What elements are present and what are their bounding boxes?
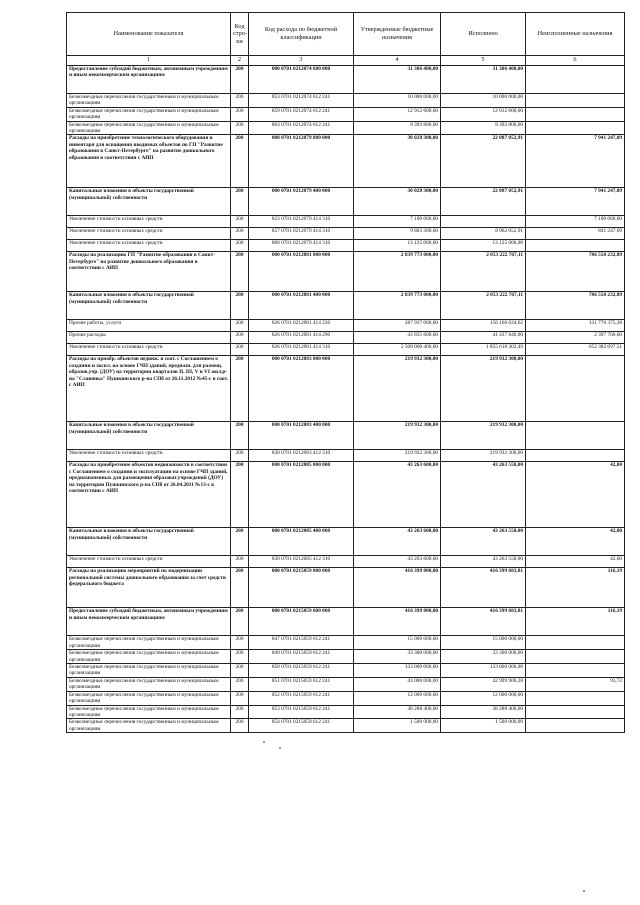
row-unexecuted <box>526 422 625 450</box>
row-approved: 43 263 600,00 <box>354 556 441 568</box>
row-budget-code: 857 0701 0212079 414 310 <box>249 228 354 240</box>
column-number: 4 <box>354 56 441 66</box>
row-approved: 287 937 000,00 <box>354 320 441 332</box>
row-name: Безвозмездные перечисления государственным и муниципальным организациям <box>67 94 231 108</box>
scan-speck <box>279 747 281 749</box>
row-name: Увеличение стоимости основных средств <box>67 216 231 228</box>
table-row <box>67 121 625 135</box>
row-line-code: 200 <box>231 121 249 135</box>
row-line-code: 200 <box>231 568 249 608</box>
table-row <box>67 292 625 320</box>
row-approved: 10 000 000,00 <box>354 94 441 108</box>
row-unexecuted <box>526 705 625 719</box>
row-unexecuted: 7 100 000,00 <box>526 216 625 228</box>
row-approved: 38 288 400,00 <box>354 705 441 719</box>
table-row <box>67 356 625 422</box>
row-name: Увеличение стоимости основных средств <box>67 450 231 462</box>
row-approved: 1 500 000,00 <box>354 719 441 733</box>
row-unexecuted: 42,00 <box>526 528 625 556</box>
row-name: Расходы на реализацию ГП "Развитие образования в Санкт-Петербурге" на развитие дошкольного образования в соответствии с АИП <box>67 252 231 292</box>
row-unexecuted <box>526 240 625 252</box>
row-name: Увеличение стоимости основных средств <box>67 344 231 356</box>
table-row <box>67 240 625 252</box>
row-budget-code: 863 0701 0212074 612 241 <box>249 121 354 135</box>
row-unexecuted: 786 550 232,89 <box>526 252 625 292</box>
row-name: Увеличение стоимости основных средств <box>67 556 231 568</box>
row-name: Предоставление субсидий бюджетным, автономным учреждениям и иным некоммерческим организациям <box>67 608 231 636</box>
row-approved: 2 508 000 400,00 <box>354 344 441 356</box>
row-budget-code: 826 0701 0212081 414 310 <box>249 344 354 356</box>
row-executed: 22 087 052,91 <box>441 135 526 188</box>
table-row <box>67 608 625 636</box>
table-row <box>67 556 625 568</box>
table-row <box>67 216 625 228</box>
row-budget-code: 859 0701 0212074 612 241 <box>249 107 354 121</box>
budget-table <box>66 12 625 733</box>
table-row <box>67 528 625 556</box>
row-budget-code: 000 0701 0212085 000 000 <box>249 462 354 528</box>
table-row <box>67 332 625 344</box>
row-budget-code: 000 0701 0212083 000 000 <box>249 356 354 422</box>
row-budget-code: 852 0701 0215059 612 241 <box>249 691 354 705</box>
header-executed: Исполнено <box>441 13 526 56</box>
row-approved: 33 300 000,00 <box>354 650 441 664</box>
row-budget-code: 849 0701 0215059 612 241 <box>249 650 354 664</box>
row-line-code: 200 <box>231 66 249 94</box>
row-executed: 12 000 000,00 <box>441 691 526 705</box>
row-approved: 133 000 000,00 <box>354 664 441 678</box>
row-executed: 15 000 000,00 <box>441 636 526 650</box>
row-executed: 43 263 558,00 <box>441 462 526 528</box>
row-unexecuted: 2 397 760,00 <box>526 332 625 344</box>
table-row <box>67 677 625 691</box>
row-executed: 8 962 052,91 <box>441 228 526 240</box>
row-line-code: 200 <box>231 332 249 344</box>
row-unexecuted <box>526 691 625 705</box>
row-line-code: 200 <box>231 228 249 240</box>
row-executed: 156 166 624,62 <box>441 320 526 332</box>
row-budget-code: 000 0701 0215059 600 000 <box>249 608 354 636</box>
table-row <box>67 705 625 719</box>
row-line-code: 200 <box>231 344 249 356</box>
table-row <box>67 462 625 528</box>
table-row <box>67 664 625 678</box>
row-approved: 7 100 000,00 <box>354 216 441 228</box>
row-approved: 219 932 300,00 <box>354 450 441 462</box>
row-unexecuted: 786 550 232,89 <box>526 292 625 320</box>
row-approved: 30 028 300,00 <box>354 135 441 188</box>
row-line-code: 200 <box>231 188 249 216</box>
header-budget-code: Код расхода по бюджетной классификации <box>249 13 354 56</box>
row-line-code: 200 <box>231 292 249 320</box>
row-line-code: 200 <box>231 320 249 332</box>
table-row <box>67 450 625 462</box>
row-line-code: 200 <box>231 636 249 650</box>
column-number-row <box>67 56 625 66</box>
row-budget-code: 847 0701 0215059 612 241 <box>249 636 354 650</box>
row-approved: 416 399 800,00 <box>354 568 441 608</box>
row-executed: 219 932 300,00 <box>441 356 526 422</box>
row-approved: 15 000 000,00 <box>354 636 441 650</box>
row-executed: 219 932 300,00 <box>441 450 526 462</box>
row-name: Капитальные вложения в объекты государственной (муниципальной) собственности <box>67 422 231 450</box>
table-row <box>67 252 625 292</box>
row-approved: 43 835 600,00 <box>354 332 441 344</box>
row-approved: 43 263 600,00 <box>354 462 441 528</box>
header-line-code: Код стро-ки <box>231 13 249 56</box>
row-approved: 43 263 600,00 <box>354 528 441 556</box>
table-row <box>67 320 625 332</box>
row-name: Капитальные вложения в объекты государственной (муниципальной) собственности <box>67 188 231 216</box>
table-row <box>67 94 625 108</box>
row-line-code: 200 <box>231 462 249 528</box>
row-name: Безвозмездные перечисления государственным и муниципальным организациям <box>67 636 231 650</box>
table-row <box>67 650 625 664</box>
row-line-code: 200 <box>231 664 249 678</box>
row-unexecuted <box>526 121 625 135</box>
row-budget-code: 851 0701 0215059 612 241 <box>249 677 354 691</box>
row-line-code: 200 <box>231 216 249 228</box>
table-row <box>67 66 625 94</box>
row-name: Капитальные вложения в объекты государственной (муниципальной) собственности <box>67 528 231 556</box>
row-budget-code: 830 0701 0212085 412 310 <box>249 556 354 568</box>
row-executed: 13 125 000,00 <box>441 240 526 252</box>
row-approved: 219 932 300,00 <box>354 422 441 450</box>
row-executed <box>441 216 526 228</box>
table-row <box>67 228 625 240</box>
row-unexecuted: 7 941 247,09 <box>526 135 625 188</box>
row-approved: 13 125 000,00 <box>354 240 441 252</box>
row-name: Безвозмездные перечисления государственным и муниципальным организациям <box>67 121 231 135</box>
row-line-code: 200 <box>231 94 249 108</box>
scan-speck <box>583 890 585 892</box>
row-executed: 38 288 400,00 <box>441 705 526 719</box>
row-budget-code: 850 0701 0215059 612 241 <box>249 664 354 678</box>
header-unexecuted: Неисполненные назначения <box>526 13 625 56</box>
row-budget-code: 000 0701 0212081 000 000 <box>249 252 354 292</box>
row-line-code: 200 <box>231 135 249 188</box>
table-row <box>67 188 625 216</box>
row-unexecuted: 116,19 <box>526 608 625 636</box>
row-name: Расходы на приобретение технологического оборудования и инвентаря для оснащения вводимых объектов по ГП "Развитие образования в Санкт-Петербурге" на развитие дошкольного образования в соответствии с АИП <box>67 135 231 188</box>
row-name: Прочие работы, услуги <box>67 320 231 332</box>
budget-report-sheet <box>66 12 624 733</box>
row-executed: 22 087 052,91 <box>441 188 526 216</box>
row-executed: 416 399 683,81 <box>441 608 526 636</box>
row-budget-code: 853 0701 0215059 612 241 <box>249 705 354 719</box>
row-name: Безвозмездные перечисления государственным и муниципальным организациям <box>67 650 231 664</box>
row-line-code: 200 <box>231 719 249 733</box>
row-line-code: 200 <box>231 528 249 556</box>
row-name: Увеличение стоимости основных средств <box>67 228 231 240</box>
table-row <box>67 344 625 356</box>
row-name: Безвозмездные перечисления государственным и муниципальным организациям <box>67 107 231 121</box>
row-executed: 41 437 840,00 <box>441 332 526 344</box>
row-line-code: 200 <box>231 705 249 719</box>
row-budget-code: 000 0701 0212079 400 000 <box>249 188 354 216</box>
row-name: Безвозмездные перечисления государственным и муниципальным организациям <box>67 664 231 678</box>
row-budget-code: 826 0701 0212081 414 226 <box>249 320 354 332</box>
row-name: Прочие расходы <box>67 332 231 344</box>
row-unexecuted: 841 247,09 <box>526 228 625 240</box>
row-budget-code: 000 0701 0212079 000 000 <box>249 135 354 188</box>
header-name: Наименование показателя <box>67 13 231 56</box>
row-line-code: 200 <box>231 107 249 121</box>
row-budget-code: 000 0701 0212085 400 000 <box>249 528 354 556</box>
row-unexecuted <box>526 94 625 108</box>
row-unexecuted: 42,00 <box>526 462 625 528</box>
header-approved: Утвержденные бюджетные назначения <box>354 13 441 56</box>
row-unexecuted: 42,00 <box>526 556 625 568</box>
row-name: Капитальные вложения в объекты государственной (муниципальной) собственности <box>67 292 231 320</box>
column-number: 5 <box>441 56 526 66</box>
row-unexecuted: 116,19 <box>526 568 625 608</box>
row-name: Увеличение стоимости основных средств <box>67 240 231 252</box>
row-unexecuted <box>526 719 625 733</box>
row-approved: 31 306 400,00 <box>354 66 441 94</box>
row-executed: 31 306 400,00 <box>441 66 526 94</box>
row-name: Расходы на приобр. объектов недвиж. в соот. с Соглашением о создании и экспл. на основе ГЧП зданий, предназн. для размещ. образов.учр. (ДОУ) на территории кварталов II, III, V и VI жил.р-на "Славянка" Пушкинского р-на СПб от 26.11.2012 №45-с в соот. с АИП <box>67 356 231 422</box>
table-header-row <box>67 13 625 56</box>
column-number: 3 <box>249 56 354 66</box>
row-line-code: 200 <box>231 356 249 422</box>
row-unexecuted: 131 770 375,38 <box>526 320 625 332</box>
row-unexecuted <box>526 664 625 678</box>
row-executed: 2 053 222 767,11 <box>441 292 526 320</box>
row-line-code: 200 <box>231 556 249 568</box>
row-line-code: 200 <box>231 677 249 691</box>
row-executed: 43 263 558,00 <box>441 556 526 568</box>
row-approved: 43 000 000,00 <box>354 677 441 691</box>
row-name: Безвозмездные перечисления государственным и муниципальным организациям <box>67 691 231 705</box>
row-budget-code: 860 0701 0212079 414 310 <box>249 240 354 252</box>
table-row <box>67 568 625 608</box>
column-number: 1 <box>67 56 231 66</box>
row-name: Расходы на приобретение объектов недвижимости в соответствии с Соглашением о создании и эксплуатации на основе ГЧП зданий, предназначенных для размещения образоват.учреждений (ДОУ) на территории Пушкинского р-на СПб от 26.04.2011 №13-с в соответствии с АИП <box>67 462 231 528</box>
row-unexecuted <box>526 107 625 121</box>
row-budget-code: 000 0701 0212081 400 000 <box>249 292 354 320</box>
row-approved: 416 399 800,00 <box>354 608 441 636</box>
row-executed: 1 855 618 302,49 <box>441 344 526 356</box>
row-unexecuted: 652 382 097,51 <box>526 344 625 356</box>
row-approved: 2 839 773 000,00 <box>354 252 441 292</box>
row-executed: 8 393 800,00 <box>441 121 526 135</box>
row-budget-code: 853 0701 0212074 612 241 <box>249 94 354 108</box>
column-number: 6 <box>526 56 625 66</box>
table-row <box>67 107 625 121</box>
row-budget-code: 000 0701 0212074 600 000 <box>249 66 354 94</box>
row-executed: 2 053 222 767,11 <box>441 252 526 292</box>
row-line-code: 200 <box>231 240 249 252</box>
row-unexecuted: 7 941 247,09 <box>526 188 625 216</box>
table-row <box>67 422 625 450</box>
row-line-code: 200 <box>231 252 249 292</box>
row-executed: 43 263 558,00 <box>441 528 526 556</box>
row-budget-code: 000 0701 0215059 000 000 <box>249 568 354 608</box>
row-approved: 9 803 300,00 <box>354 228 441 240</box>
row-executed: 133 000 000,00 <box>441 664 526 678</box>
row-budget-code: 830 0701 0212083 412 310 <box>249 450 354 462</box>
table-row <box>67 135 625 188</box>
row-budget-code: 000 0701 0212083 400 000 <box>249 422 354 450</box>
row-unexecuted <box>526 66 625 94</box>
row-executed: 42 999 906,28 <box>441 677 526 691</box>
row-budget-code: 823 0701 0212079 414 310 <box>249 216 354 228</box>
row-approved: 12 000 000,00 <box>354 691 441 705</box>
row-line-code: 200 <box>231 608 249 636</box>
row-unexecuted <box>526 636 625 650</box>
row-executed: 10 000 000,00 <box>441 94 526 108</box>
row-unexecuted <box>526 650 625 664</box>
row-approved: 12 912 600,00 <box>354 107 441 121</box>
row-executed: 1 500 000,00 <box>441 719 526 733</box>
row-approved: 219 932 300,00 <box>354 356 441 422</box>
row-line-code: 200 <box>231 691 249 705</box>
row-executed: 416 399 683,81 <box>441 568 526 608</box>
row-unexecuted <box>526 450 625 462</box>
table-row <box>67 691 625 705</box>
row-line-code: 200 <box>231 422 249 450</box>
row-name: Расходы на реализацию мероприятий по модернизации региональной системы дошкольного образования за счет средств федерального бюджета <box>67 568 231 608</box>
row-executed: 219 932 300,00 <box>441 422 526 450</box>
row-name: Безвозмездные перечисления государственным и муниципальным организациям <box>67 677 231 691</box>
scan-speck <box>263 741 265 743</box>
row-line-code: 200 <box>231 650 249 664</box>
row-approved: 30 028 300,00 <box>354 188 441 216</box>
row-executed: 12 912 600,00 <box>441 107 526 121</box>
row-executed: 33 300 000,00 <box>441 650 526 664</box>
row-unexecuted <box>526 356 625 422</box>
row-budget-code: 826 0701 0212081 414 290 <box>249 332 354 344</box>
row-budget-code: 854 0701 0215059 612 241 <box>249 719 354 733</box>
row-line-code: 200 <box>231 450 249 462</box>
row-approved: 2 839 773 000,00 <box>354 292 441 320</box>
row-name: Безвозмездные перечисления государственным и муниципальным организациям <box>67 705 231 719</box>
row-unexecuted: 93,72 <box>526 677 625 691</box>
column-number: 2 <box>231 56 249 66</box>
table-row <box>67 719 625 733</box>
row-name: Предоставление субсидий бюджетным, автономным учреждениям и иным некоммерческим организациям <box>67 66 231 94</box>
row-approved: 8 393 800,00 <box>354 121 441 135</box>
table-row <box>67 636 625 650</box>
row-name: Безвозмездные перечисления государственным и муниципальным организациям <box>67 719 231 733</box>
